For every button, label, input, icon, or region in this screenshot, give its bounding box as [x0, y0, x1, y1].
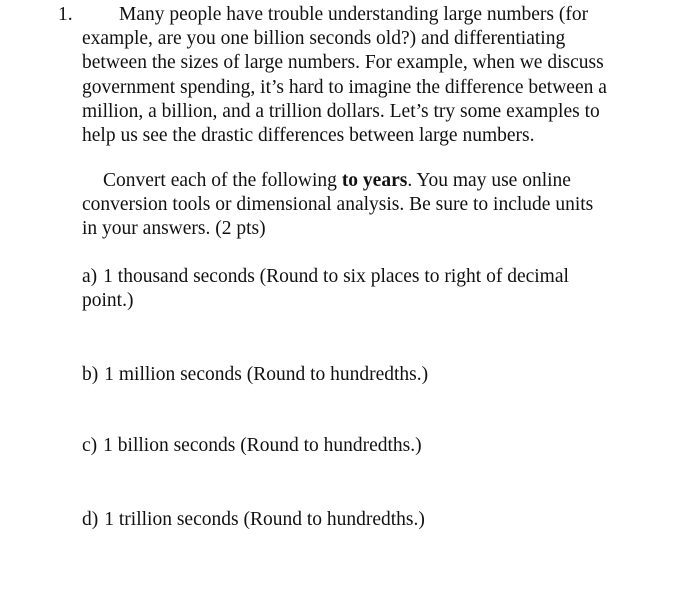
part-label: c) — [82, 435, 98, 456]
part-text: 1 trillion seconds (Round to hundredths.) — [104, 509, 425, 530]
part-label: b) — [82, 364, 99, 385]
instruction-text: Convert each of the following — [103, 170, 342, 191]
intro-line: government spending, it’s hard to imagine the difference between a — [82, 76, 607, 98]
instruction-paragraph — [82, 169, 678, 242]
intro-paragraph — [82, 3, 678, 148]
instruction-line: in your answers. (2 pts) — [82, 218, 266, 240]
intro-line: Many people have trouble understanding large numbers (for — [119, 4, 589, 25]
part-text: 1 million seconds (Round to hundredths.) — [104, 364, 429, 385]
instruction-bold-text: to years — [341, 170, 408, 191]
part-label: d) — [82, 509, 99, 530]
intro-line: between the sizes of large numbers. For example, when we discuss — [82, 52, 604, 74]
part-a-line — [82, 265, 569, 289]
part-text: 1 thousand seconds (Round to six places to right of decimal — [103, 266, 569, 287]
instruction-line: conversion tools or dimensional analysis. Be sure to include units — [82, 194, 594, 216]
question-number: 1. — [58, 4, 73, 25]
part-text: 1 billion seconds (Round to hundredths.) — [103, 435, 422, 456]
part-label: a) — [82, 266, 98, 287]
part-b — [82, 363, 428, 387]
part-d — [82, 508, 425, 532]
intro-line: help us see the drastic differences between large numbers. — [82, 125, 535, 147]
part-a — [82, 265, 569, 313]
instruction-line — [82, 169, 678, 193]
part-a-line: point.) — [82, 290, 134, 312]
instruction-text: . You may use online — [407, 170, 571, 191]
intro-line: example, are you one billion seconds old?) and differentiating — [82, 28, 566, 50]
part-c — [82, 434, 422, 458]
intro-line: million, a billion, and a trillion dollars. Let’s try some examples to — [82, 100, 600, 122]
